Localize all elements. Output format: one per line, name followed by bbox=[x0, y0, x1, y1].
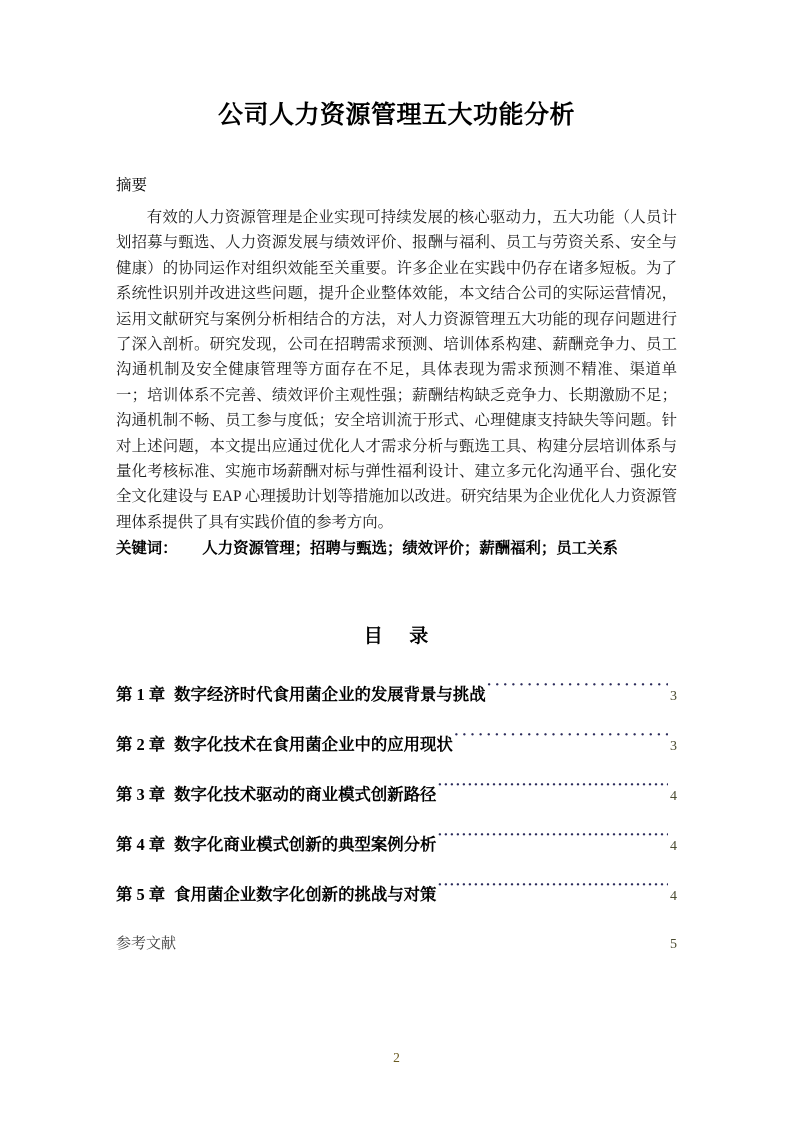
toc-dot-leader bbox=[437, 883, 668, 899]
toc-page-number: 5 bbox=[670, 936, 677, 952]
toc-chapter-number: 第 2 章 bbox=[116, 734, 166, 754]
toc-entry-title: 数字化技术驱动的商业模式创新路径 bbox=[174, 784, 437, 804]
toc-chapter-number: 第 5 章 bbox=[116, 884, 166, 904]
toc-dot-leader bbox=[437, 833, 668, 849]
toc-page-number: 4 bbox=[670, 888, 677, 904]
toc-entry-chapter-1[interactable] bbox=[116, 683, 677, 708]
toc-heading-char-1: 目 bbox=[363, 625, 384, 647]
keywords-value: 人力资源管理；招聘与甄选；绩效评价；薪酬福利；员工关系 bbox=[202, 539, 618, 558]
toc-entry-title: 数字经济时代食用菌企业的发展背景与挑战 bbox=[174, 684, 486, 704]
toc-entry-chapter-4[interactable] bbox=[116, 833, 677, 858]
abstract-body-text: 有效的人力资源管理是企业实现可持续发展的核心驱动力，五大功能（人员计划招募与甄选、人力资源发展与绩效评价、报酬与福利、员工与劳资关系、安全与健康）的协同运作对组织效能至关重要。许多企业在实践中仍存在诸多短板。为了系统性识别并改进这些问题，提升企业整体效能，本文结合公司的实际运营情况，运用文献研究与案例分析相结合的方法，对人力资源管理五大功能的现存问题进行了深入剖析。研究发现，公司在招聘需求预测、培训体系构建、薪酬竞争力、员工沟通机制及安全健康管理等方面存在不足，具体表现为需求预测不精准、渠道单一；培训体系不完善、绩效评价主观性强；薪酬结构缺乏竞争力、长期激励不足；沟通机制不畅、员工参与度低；安全培训流于形式、心理健康支持缺失等问题。针对上述问题，本文提出应通过优化人才需求分析与甄选工具、构建分层培训体系与量化考核标准、实施市场薪酬对标与弹性福利设计、建立多元化沟通平台、强化安全文化建设与 EAP 心理援助计划等措施加以改进。研究结果为企业优化人力资源管理体系提供了具有实践价值的参考方向。 bbox=[116, 209, 677, 531]
toc-entry-references[interactable] bbox=[116, 933, 677, 956]
page-footer-number: 2 bbox=[393, 1050, 400, 1065]
toc-chapter-number: 第 4 章 bbox=[116, 834, 166, 854]
page-title: 公司人力资源管理五大功能分析 bbox=[217, 100, 575, 129]
keywords-label: 关键词： bbox=[116, 539, 178, 558]
toc-chapter-number: 第 1 章 bbox=[116, 684, 166, 704]
toc-heading-char-2: 录 bbox=[409, 625, 430, 647]
toc-entry-chapter-3[interactable] bbox=[116, 783, 677, 808]
toc-page-number: 3 bbox=[670, 738, 677, 754]
toc-heading bbox=[116, 624, 677, 650]
keywords-line bbox=[116, 536, 677, 561]
toc-dot-leader bbox=[177, 933, 668, 948]
toc-page-number: 4 bbox=[670, 788, 677, 804]
page-content bbox=[116, 0, 677, 956]
toc-list bbox=[116, 683, 677, 956]
toc-entry-title: 食用菌企业数字化创新的挑战与对策 bbox=[174, 884, 437, 904]
toc-dot-leader bbox=[454, 733, 668, 749]
toc-entry-title: 参考文献 bbox=[116, 935, 177, 952]
toc-page-number: 4 bbox=[670, 838, 677, 854]
abstract-heading: 摘要 bbox=[116, 176, 148, 194]
toc-chapter-number: 第 3 章 bbox=[116, 784, 166, 804]
toc-entry-chapter-2[interactable] bbox=[116, 733, 677, 758]
toc-dot-leader bbox=[487, 683, 668, 699]
toc-entry-title: 数字化技术在食用菌企业中的应用现状 bbox=[174, 734, 453, 754]
toc-page-number: 3 bbox=[670, 688, 677, 704]
toc-entry-chapter-5[interactable] bbox=[116, 883, 677, 908]
toc-dot-leader bbox=[437, 783, 668, 799]
toc-entry-title: 数字化商业模式创新的典型案例分析 bbox=[174, 834, 437, 854]
